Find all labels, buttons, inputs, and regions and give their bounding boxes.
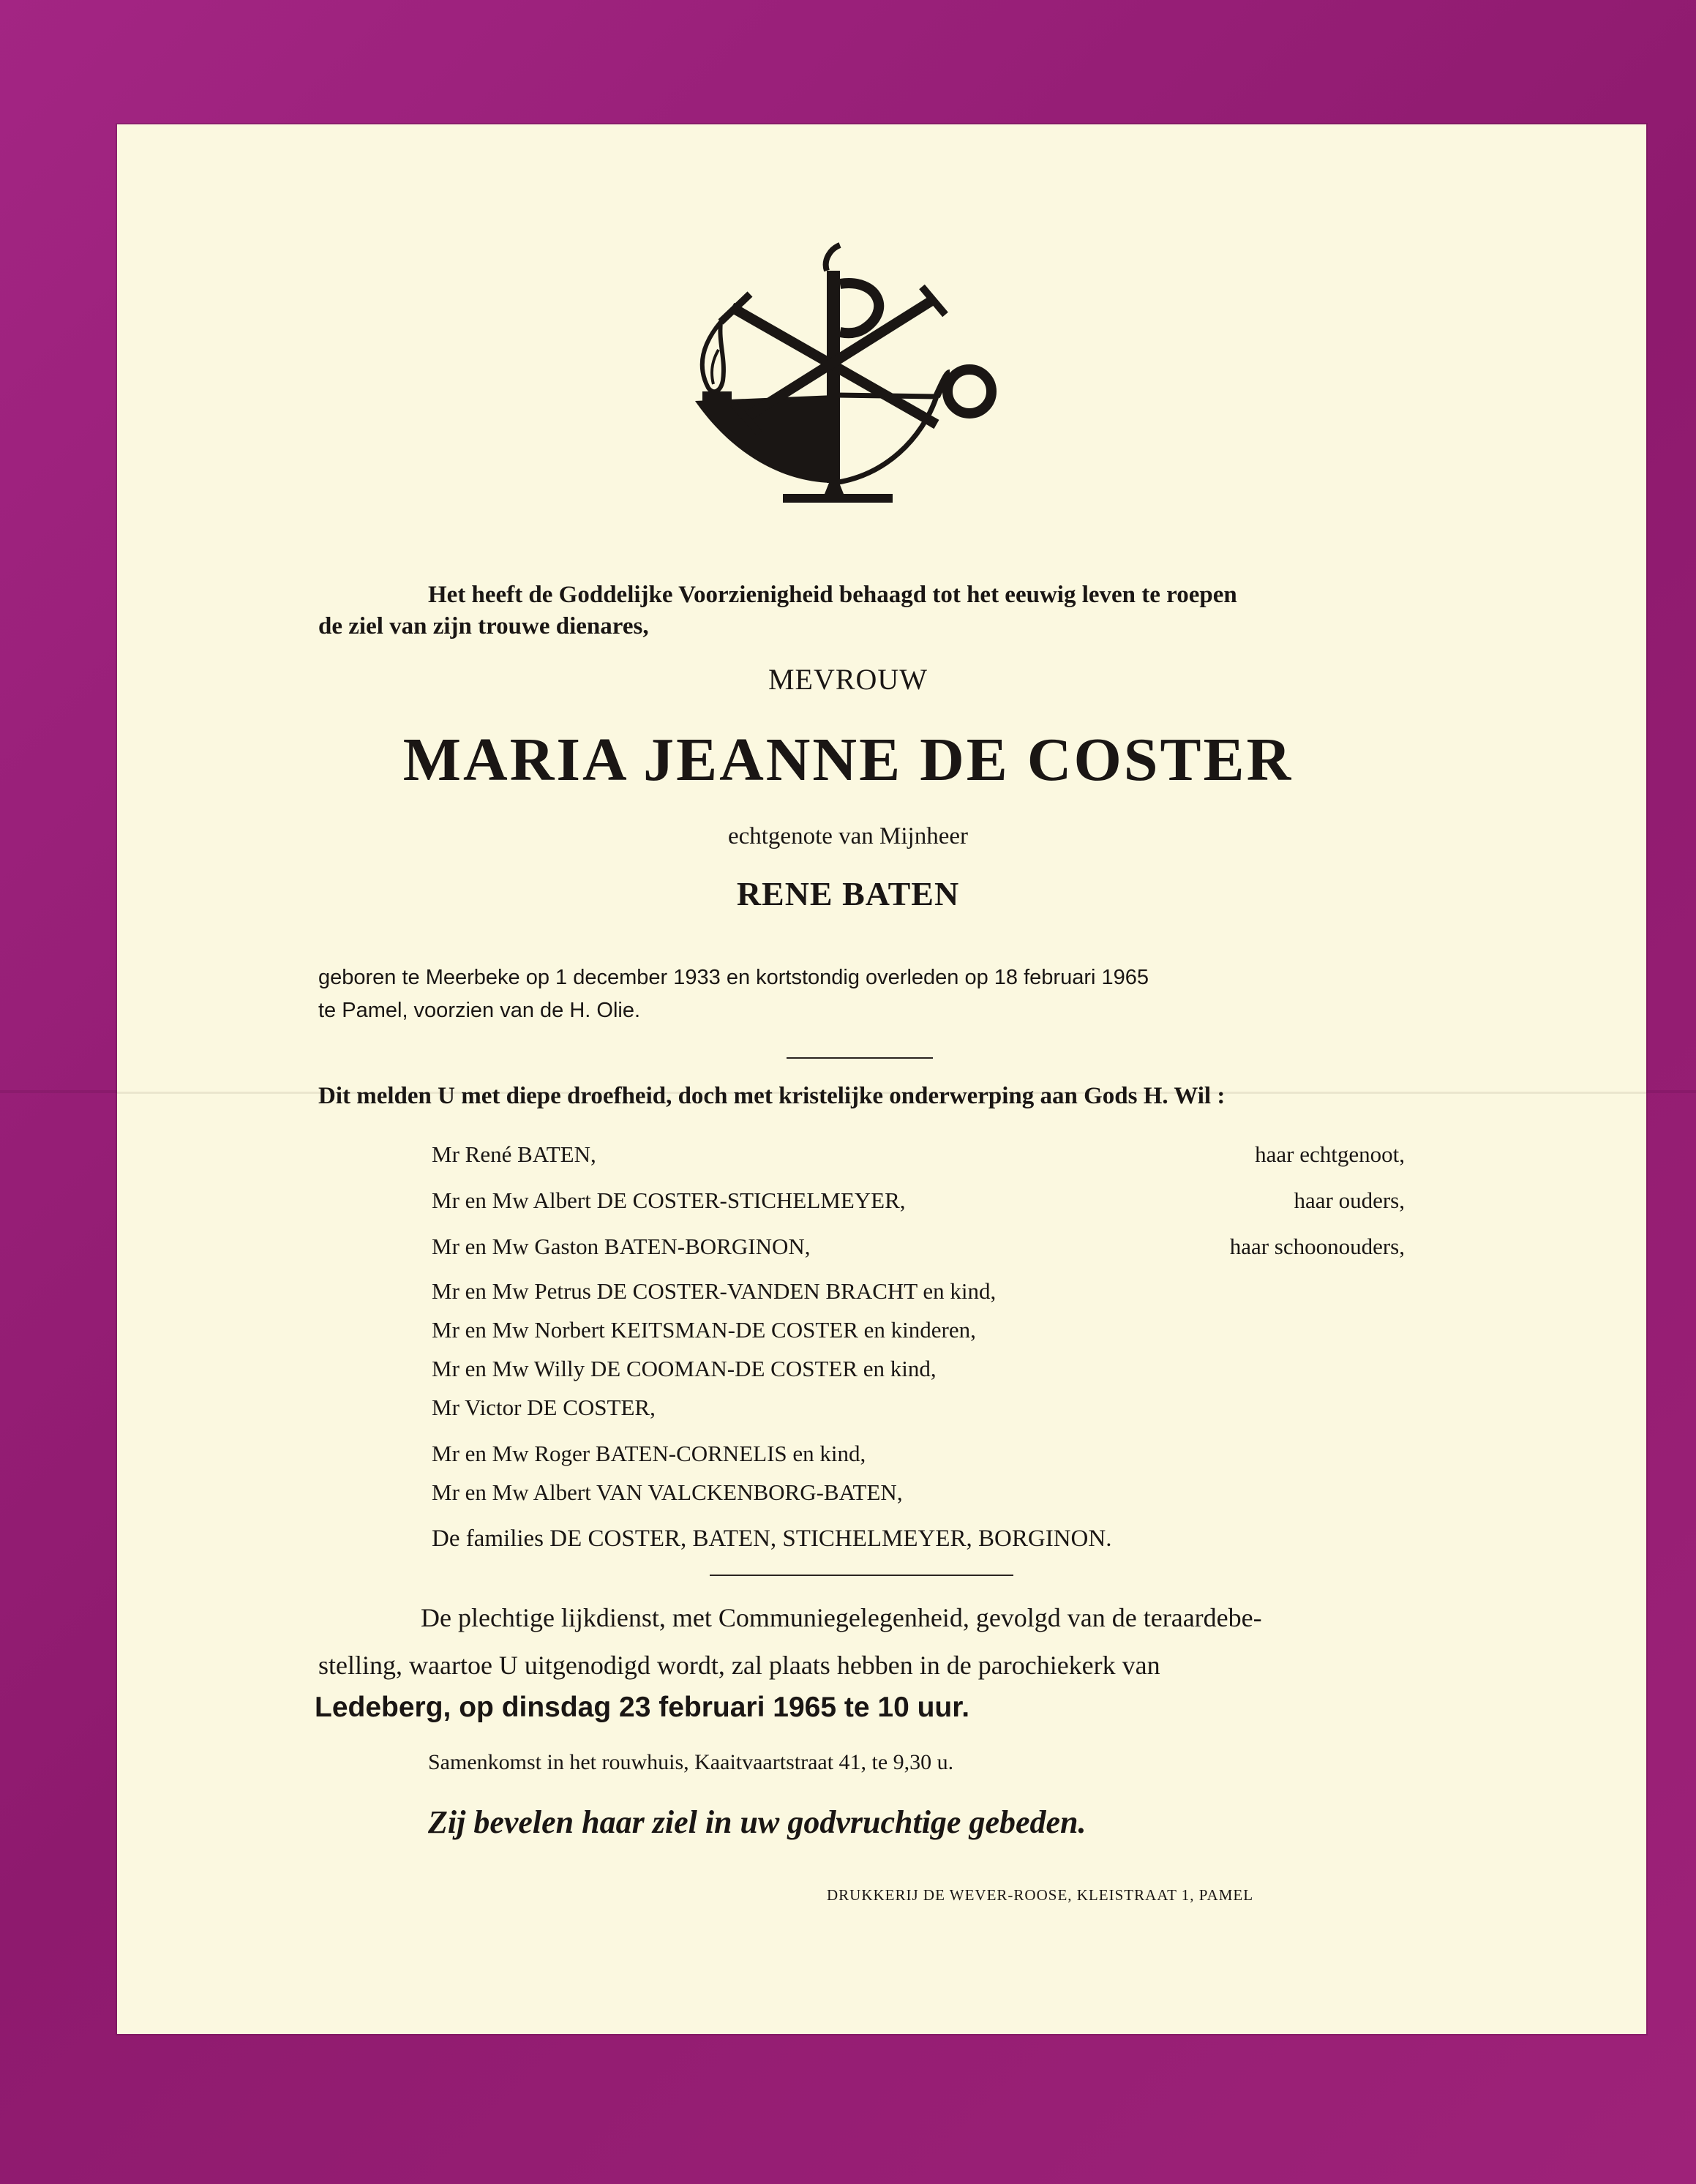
gathering-note: Samenkomst in het rouwhuis, Kaaitvaartstraat 41, te 9,30 u.	[428, 1750, 954, 1774]
relative-name: Mr René BATEN,	[432, 1141, 596, 1167]
relative-relation: haar ouders,	[1294, 1187, 1405, 1213]
relative-name: Mr en Mw Albert VAN VALCKENBORG-BATEN,	[432, 1479, 903, 1505]
chi-rho-oil-lamp-icon	[680, 241, 1010, 505]
relative-name: Mr en Mw Petrus DE COSTER-VANDEN BRACHT en kind,	[432, 1278, 997, 1304]
intro-line-2: de ziel van zijn trouwe dienares,	[318, 613, 649, 639]
service-line-2: stelling, waartoe U uitgenodigd wordt, zal plaats hebben in de parochiekerk van	[318, 1651, 1160, 1680]
relative-row	[432, 1187, 1405, 1221]
relative-name: Mr en Mw Roger BATEN-CORNELIS en kind,	[432, 1441, 866, 1466]
divider-1	[787, 1057, 933, 1059]
service-line-3: Ledeberg, op dinsdag 23 februari 1965 te 10 uur.	[315, 1692, 970, 1723]
divider-2	[710, 1575, 1013, 1576]
relative-row	[432, 1526, 1405, 1559]
relative-name: Mr en Mw Norbert KEITSMAN-DE COSTER en kinderen,	[432, 1317, 976, 1343]
relative-row	[432, 1141, 1405, 1175]
title-mevrouw: MEVROUW	[768, 663, 928, 696]
relative-name: Mr en Mw Willy DE COOMAN-DE COSTER en kind,	[432, 1356, 937, 1381]
relative-row	[432, 1234, 1405, 1267]
relative-relation: haar echtgenoot,	[1255, 1141, 1405, 1167]
relative-row	[432, 1479, 1405, 1513]
spouse-intro: echtgenote van Mijnheer	[727, 823, 969, 849]
relative-row	[432, 1317, 1405, 1351]
printer-credit: DRUKKERIJ DE WEVER-ROOSE, KLEISTRAAT 1, PAMEL	[827, 1886, 1254, 1904]
deceased-name: MARIA JEANNE DE COSTER	[402, 726, 1294, 794]
relative-row	[432, 1278, 1405, 1312]
service-line-1: De plechtige lijkdienst, met Communiegelegenheid, gevolgd van de teraardebe-	[421, 1603, 1262, 1632]
relative-row	[432, 1356, 1405, 1389]
relative-row	[432, 1441, 1405, 1474]
relative-name: Mr Victor DE COSTER,	[432, 1395, 656, 1420]
spouse-name: RENE BATEN	[736, 875, 960, 912]
relative-name: Mr en Mw Albert DE COSTER-STICHELMEYER,	[432, 1187, 906, 1213]
prayer-line: Zij bevelen haar ziel in uw godvruchtige gebeden.	[428, 1804, 1087, 1840]
announcement: Dit melden U met diepe droefheid, doch met kristelijke onderwerping aan Gods H. Wil :	[318, 1083, 1226, 1109]
relative-name: De families DE COSTER, BATEN, STICHELMEYER, BORGINON.	[432, 1526, 1112, 1552]
relative-row	[432, 1395, 1405, 1428]
birth-line-2: te Pamel, voorzien van de H. Olie.	[318, 999, 641, 1022]
relative-relation: haar schoonouders,	[1229, 1234, 1405, 1259]
birth-line-1: geboren te Meerbeke op 1 december 1933 en kortstondig overleden op 18 februari 1965	[318, 966, 1149, 989]
relative-name: Mr en Mw Gaston BATEN-BORGINON,	[432, 1234, 811, 1259]
intro-line-1: Het heeft de Goddelijke Voorzienigheid behaagd tot het eeuwig leven te roepen	[428, 582, 1237, 608]
